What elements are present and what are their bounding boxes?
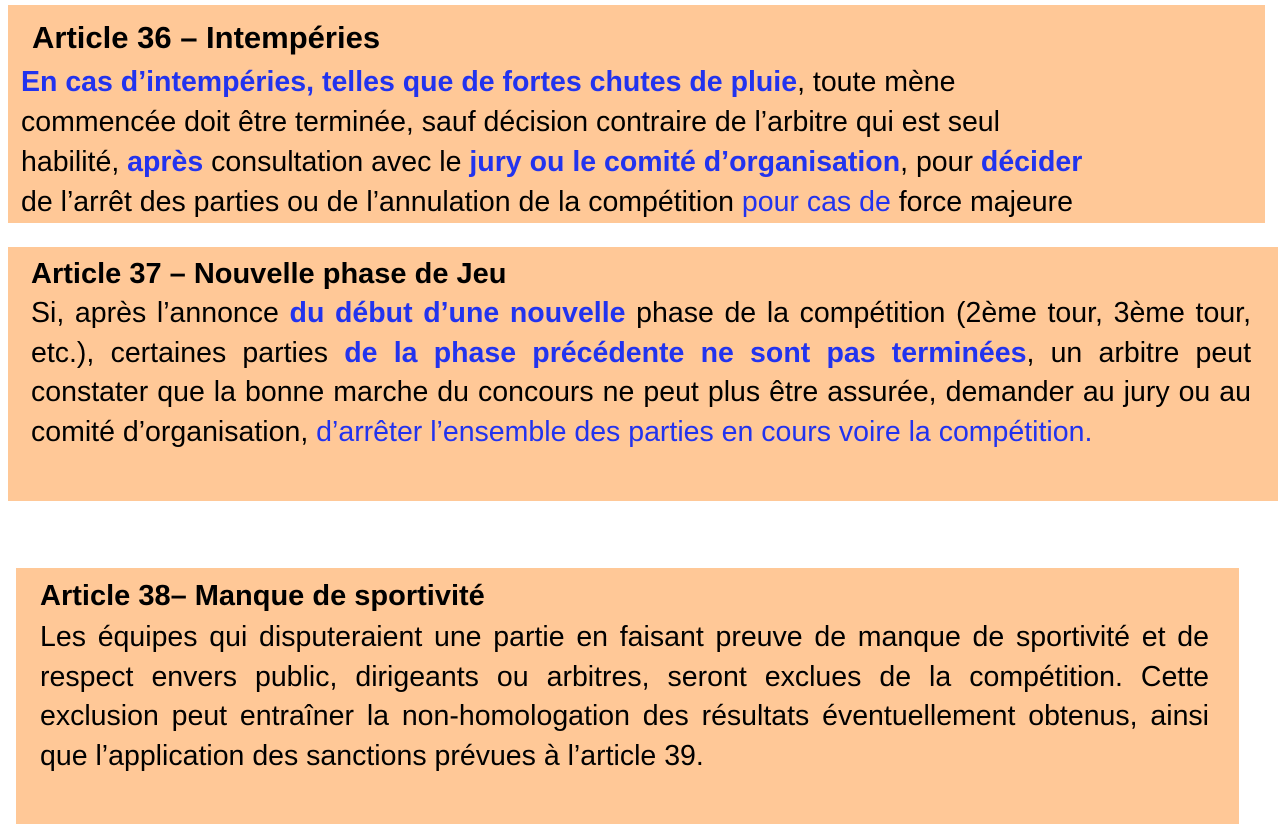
article-36-text: force majeure <box>890 186 1073 218</box>
article-37-title: Article 37 – Nouvelle phase de Jeu <box>31 258 507 290</box>
article-37-text: phase de la compétition (2ème tour, 3ème tour, etc.), certaines parties <box>31 297 1252 369</box>
article-36-title: Article 36 – Intempéries <box>32 20 381 55</box>
article-36-line-3 <box>21 142 1257 182</box>
article-36-line-4 <box>21 182 1257 222</box>
article-36-text: habilité, <box>21 146 128 178</box>
article-37-box <box>8 247 1278 501</box>
article-37-highlight: du début d’une nouvelle <box>289 297 626 329</box>
article-36-highlight: jury ou le comité d’organisation <box>469 146 901 178</box>
article-37-text: Si, après l’annonce <box>31 297 290 329</box>
article-36-text: consultation avec le <box>203 146 470 178</box>
article-36-highlight: pour cas de <box>741 186 891 218</box>
article-37-body <box>31 294 1251 452</box>
article-36-highlight: après <box>127 146 204 178</box>
article-38-body: Les équipes qui disputeraient une partie en faisant preuve de manque de sportivité et de respect envers public, dirigeants ou arbitres, seront exclues de la compétition. Cette exclusion peut entraîner la non-homologation des résultats éventuellement obtenus, ainsi que l’application des sanctions prévues à l’article 39. <box>40 621 1209 772</box>
article-36-text: commencée doit être terminée, sauf décision contraire de l’arbitre qui est seul <box>21 106 1000 138</box>
article-36-box <box>8 5 1265 223</box>
article-36-line-2 <box>21 102 1257 142</box>
article-36-highlight: En cas d’intempéries, telles que de fortes chutes de pluie <box>21 66 798 98</box>
article-36-text: de l’arrêt des parties ou de l’annulation de la compétition <box>21 186 742 218</box>
article-37-highlight: d’arrêter l’ensemble des parties en cours voire la compétition. <box>316 415 1093 448</box>
article-38-title: Article 38– Manque de sportivité <box>40 580 485 612</box>
article-36-text: , toute mène <box>797 66 956 98</box>
article-38-box <box>16 568 1239 824</box>
article-37-text: , un arbitre peut constater que la bonne marche du concours ne peut plus être assurée, demander au jury ou au comité d’organisation, <box>31 336 1251 448</box>
article-36-line-1 <box>21 62 1257 102</box>
article-36-highlight: décider <box>980 146 1083 178</box>
article-36-text: , pour <box>900 146 981 178</box>
article-37-highlight: de la phase précédente ne sont pas terminées <box>344 336 1027 369</box>
article-36-body <box>21 62 1257 222</box>
